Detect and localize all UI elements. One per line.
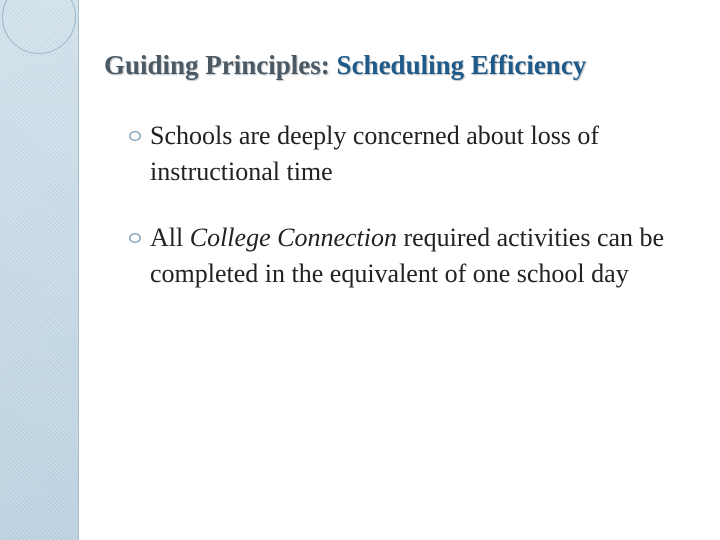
circle-ring-decoration [2, 0, 76, 54]
bullet-text-1: Schools are deeply concerned about loss of instructional time [150, 121, 600, 186]
ring-bullet-icon [128, 129, 142, 143]
title-accent: Scheduling Efficiency [336, 50, 587, 80]
bullet-text-2 [150, 223, 664, 288]
slide-title [104, 50, 586, 81]
bullet-2-emphasis: College Connection [189, 223, 397, 252]
bullet-item-1 [128, 118, 708, 190]
ring-bullet-icon [128, 231, 142, 245]
side-band-decoration [0, 0, 79, 540]
bullet-item-2 [128, 220, 708, 292]
bullet-2-rest: required activities can be completed in the equivalent of one school day [150, 223, 665, 288]
title-prefix: Guiding Principles: [104, 50, 337, 80]
bullet-list [128, 118, 708, 322]
bullet-2-lead: All [150, 223, 190, 252]
